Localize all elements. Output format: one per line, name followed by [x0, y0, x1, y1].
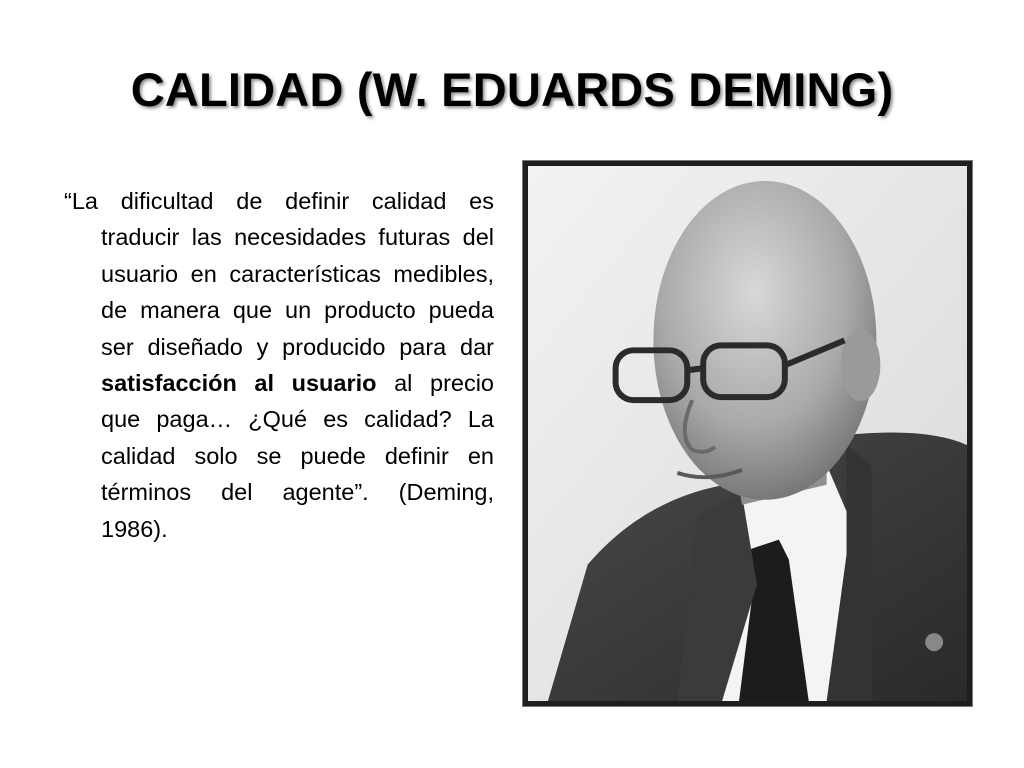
- portrait-photo-icon: [528, 166, 967, 701]
- quote-text-end: al precio que paga… ¿Qué es calidad? La calidad solo se puede definir en términos del agente”. (Deming, 1986).: [101, 370, 495, 542]
- quote-text-start: “La dificultad de definir calidad es traducir las necesidades futuras del usuario en características medibles, de manera que un producto pueda ser diseñado y producido para dar: [64, 188, 494, 360]
- quote-paragraph: [64, 183, 494, 547]
- quote-text-block: [64, 183, 494, 547]
- slide-title: CALIDAD (W. EDUARDS DEMING): [130, 63, 894, 116]
- quote-emphasis: satisfacción al usuario: [101, 370, 377, 397]
- portrait-frame: [522, 160, 973, 707]
